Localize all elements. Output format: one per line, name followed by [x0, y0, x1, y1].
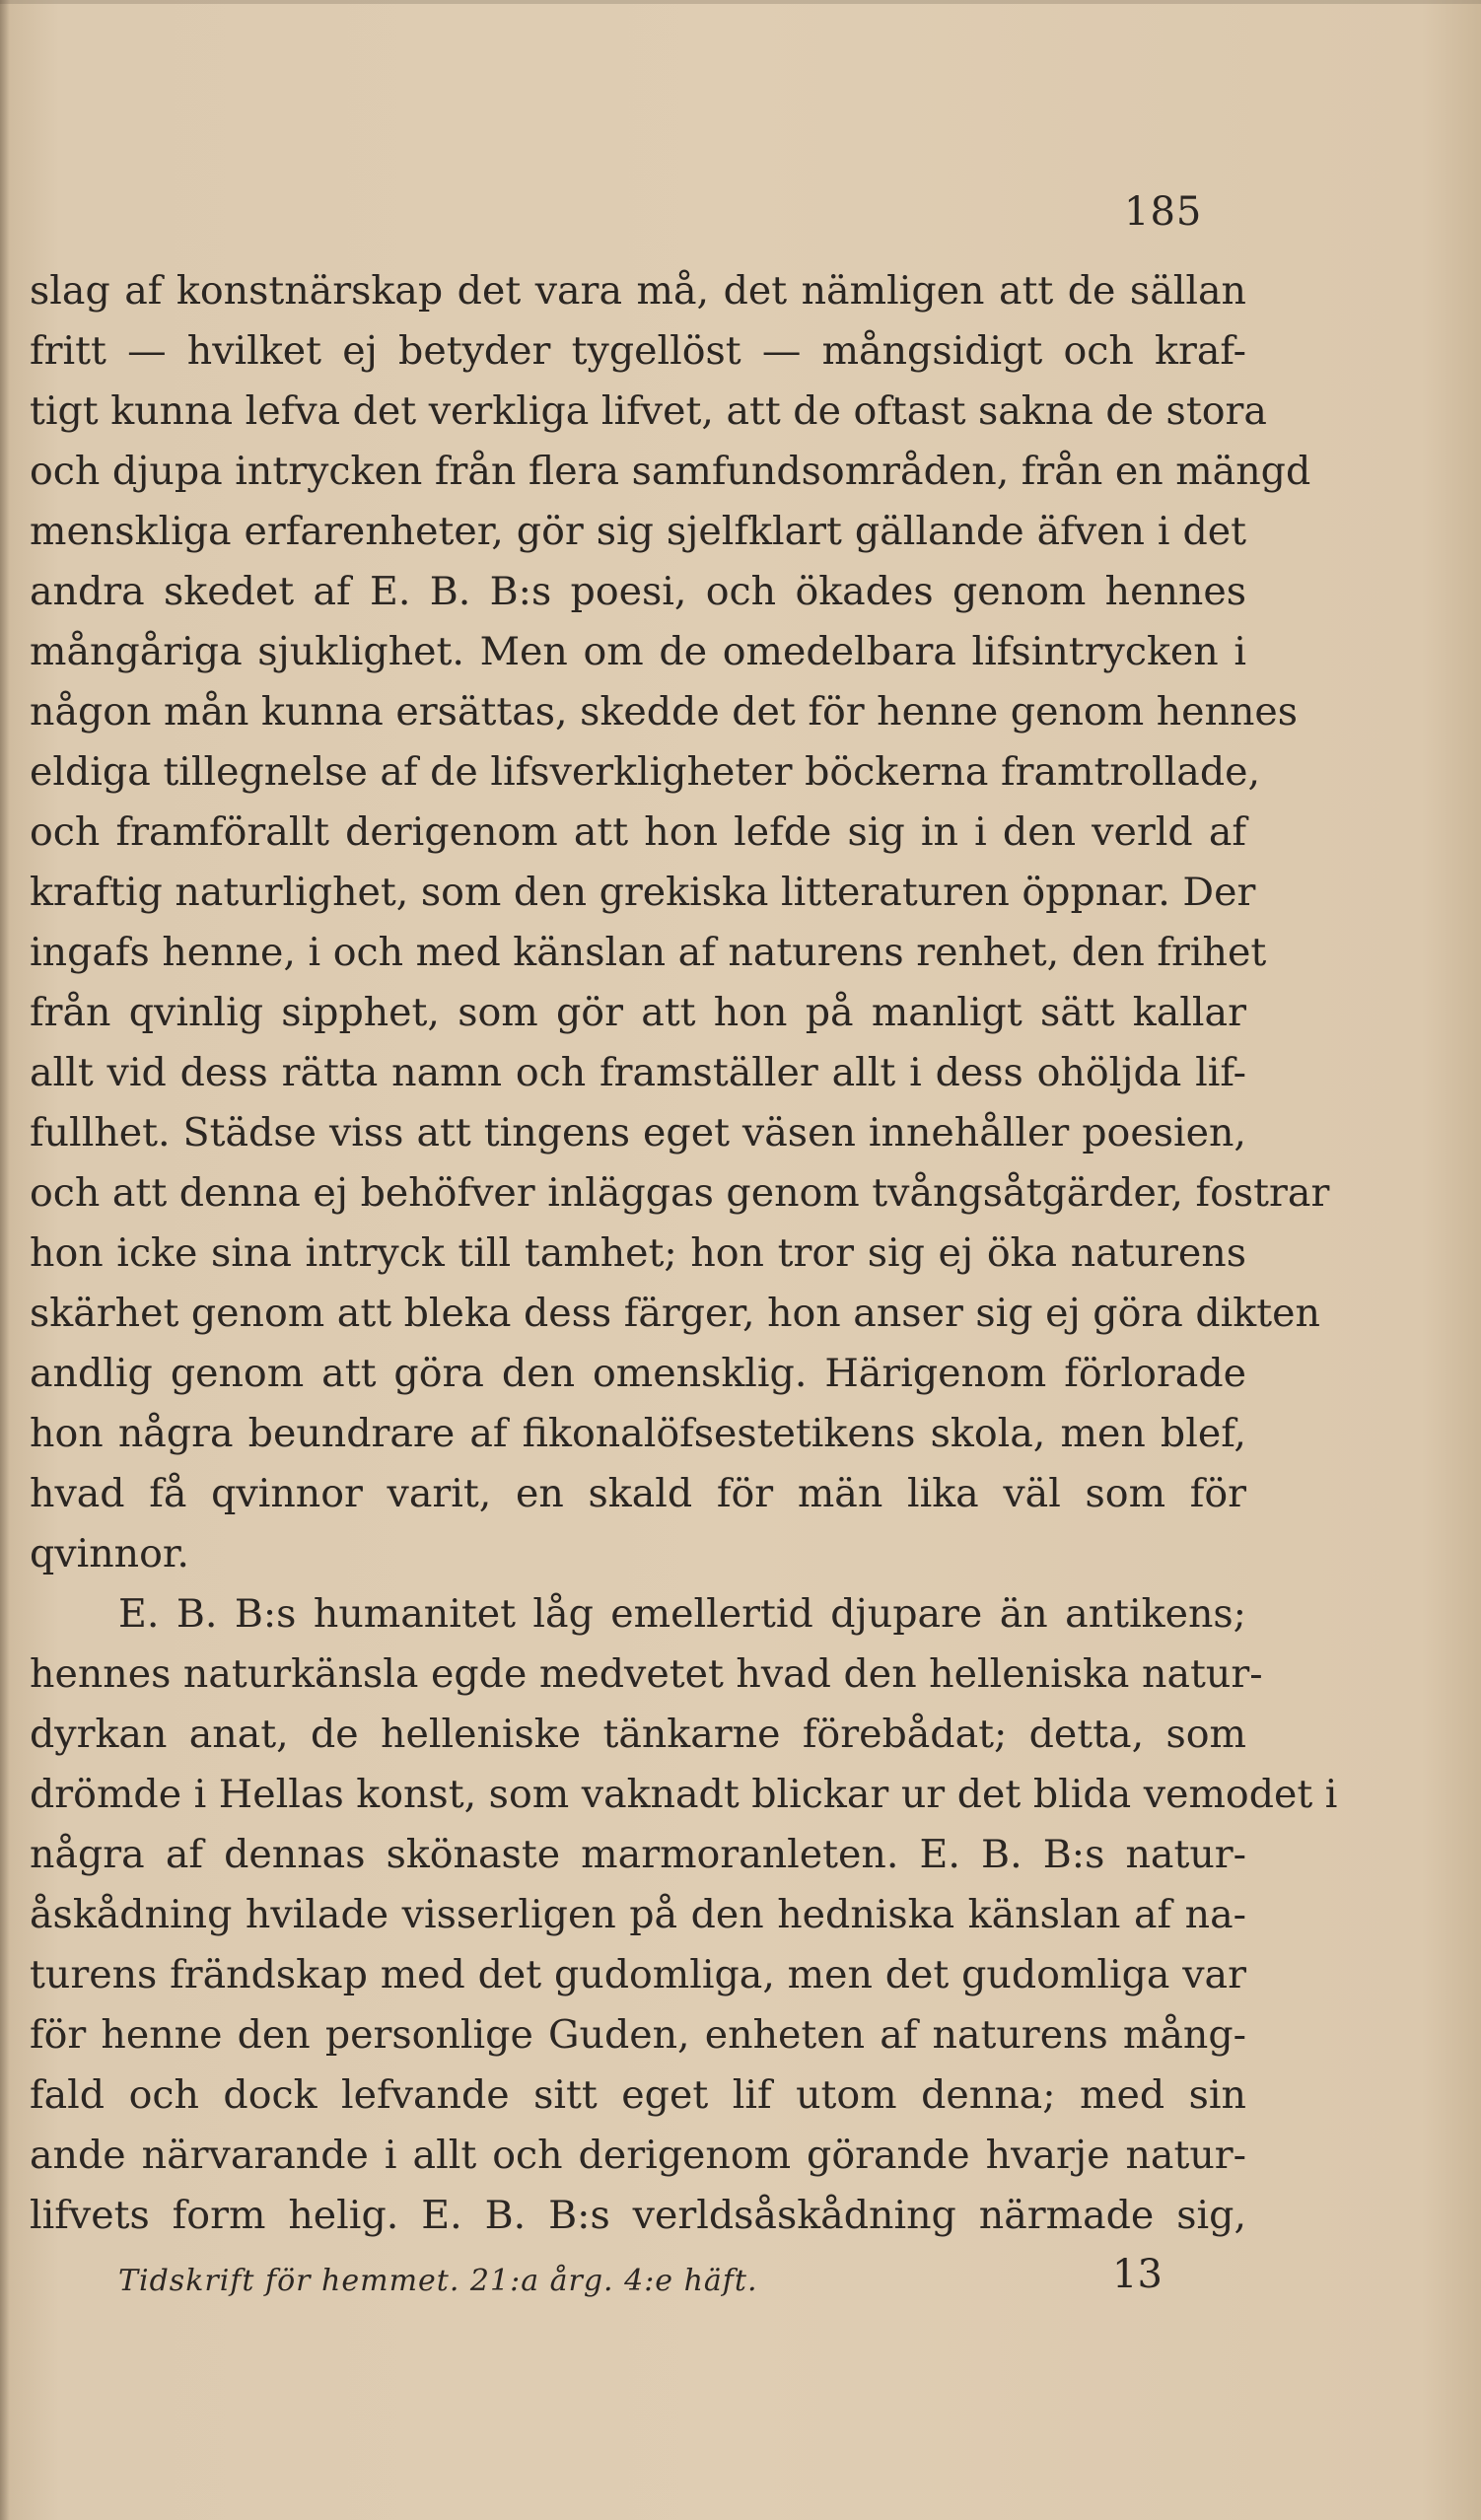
text-line: och framförallt derigenom att hon lefde sig in i den verld af: [30, 809, 1246, 855]
text-line: andlig genom att göra den omensklig. Härigenom förlorade: [30, 1351, 1246, 1396]
text-line: några af dennas skönaste marmoranleten. E. B. B:s natur-: [30, 1832, 1246, 1877]
text-line: menskliga erfarenheter, gör sig sjelfklart gällande äfven i det: [30, 509, 1246, 554]
signature-mark: 13: [1112, 2252, 1163, 2297]
text-line: drömde i Hellas konst, som vaknadt blickar ur det blida vemodet i: [30, 1772, 1338, 1817]
text-line: allt vid dess rätta namn och framställer allt i dess ohöljda lif-: [30, 1050, 1246, 1095]
text-line: kraftig naturlighet, som den grekiska litteraturen öppnar. Der: [30, 870, 1256, 915]
text-line: skärhet genom att bleka dess färger, hon anser sig ej göra dikten: [30, 1291, 1320, 1336]
journal-footer: Tidskrift för hemmet. 21:a årg. 4:e häft.: [118, 2264, 758, 2298]
text-line: qvinnor.: [30, 1531, 189, 1576]
text-line: hennes naturkänsla egde medvetet hvad den helleniska natur-: [30, 1651, 1263, 1697]
page-number: 185: [1124, 189, 1203, 235]
text-line: för henne den personlige Guden, enheten af naturens mång-: [30, 2012, 1246, 2058]
text-line: andra skedet af E. B. B:s poesi, och ökades genom hennes: [30, 569, 1246, 614]
text-line: fullhet. Städse viss att tingens eget väsen innehåller poesien,: [30, 1110, 1246, 1155]
binding-shadow: [0, 0, 10, 2520]
text-line: och djupa intrycken från flera samfundsområden, från en mängd: [30, 449, 1311, 494]
text-line: eldiga tillegnelse af de lifsverkligheter böckerna framtrollade,: [30, 749, 1261, 795]
text-line: fritt — hvilket ej betyder tygellöst — mångsidigt och kraf-: [30, 328, 1246, 374]
text-line: fald och dock lefvande sitt eget lif utom denna; med sin: [30, 2072, 1246, 2118]
text-line: åskådning hvilade visserligen på den hedniska känslan af na-: [30, 1892, 1246, 1937]
text-line: någon mån kunna ersättas, skedde det för henne genom hennes: [30, 689, 1299, 735]
top-edge: [0, 0, 1481, 4]
text-line: hon några beundrare af fikonalöfsestetikens skola, men blef,: [30, 1411, 1246, 1456]
text-line: tigt kunna lefva det verkliga lifvet, att de oftast sakna de stora: [30, 388, 1267, 434]
text-line: ingafs henne, i och med känslan af naturens renhet, den frihet: [30, 930, 1267, 975]
body-text: [30, 261, 1338, 2246]
text-line: ande närvarande i allt och derigenom görande hvarje natur-: [30, 2133, 1246, 2178]
text-line: lifvets form helig. E. B. B:s verldsåskådning närmade sig,: [30, 2193, 1246, 2238]
text-line: och att denna ej behöfver inläggas genom tvångsåtgärder, fostrar: [30, 1170, 1330, 1216]
text-line: turens frändskap med det gudomliga, men det gudomliga var: [30, 1952, 1246, 1997]
text-line: hon icke sina intryck till tamhet; hon tror sig ej öka naturens: [30, 1230, 1246, 1276]
text-line: från qvinlig sipphet, som gör att hon på manligt sätt kallar: [30, 990, 1246, 1035]
text-line: mångåriga sjuklighet. Men om de omedelbara lifsintrycken i: [30, 629, 1246, 674]
text-line: hvad få qvinnor varit, en skald för män lika väl som för: [30, 1471, 1246, 1516]
text-line: E. B. B:s humanitet låg emellertid djupare än antikens;: [118, 1591, 1246, 1637]
text-line: slag af konstnärskap det vara må, det nämligen att de sällan: [30, 268, 1246, 314]
text-line: dyrkan anat, de helleniske tänkarne förebådat; detta, som: [30, 1712, 1246, 1757]
